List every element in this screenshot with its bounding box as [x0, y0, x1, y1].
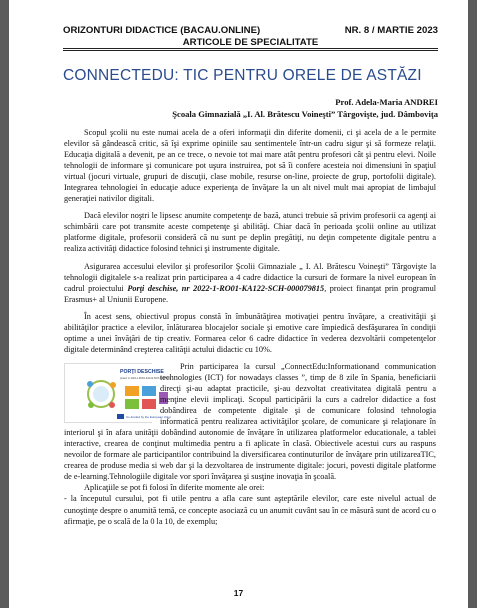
document-page [9, 0, 468, 608]
page-number: 17 [233, 588, 244, 598]
section-name: ARTICOLE DE SPECIALITATE [182, 37, 319, 48]
author-block [172, 96, 438, 120]
article-title: CONNECTEDU: TIC PENTRU ORELE DE ASTĂZI [63, 67, 422, 84]
paragraph: Dacă elevilor noştri le lipsesc anumite competenţe de bază, atunci trebuie să privim profesorii ca agenţi ai schimbării care pot transmite aceste competenţe şi abilităţi. Chiar dacă în perioada şcolii online au utilizat platforme digitale, profesorii consideră că nu sunt pe deplin pregătiţi, nu deţin competente digitale pentru a realiza activităţi didactice folosind tehnici şi instrumente digitale. [64, 211, 436, 254]
paragraph: Asigurarea accesului elevilor şi profesorilor Şcolii Gimnaziale „ I. Al. Brătescu Voineşti” Târgovişte la tehnologii digitalele s-a realizat prin participarea a 4 cadre didactice la cursuri de formare la nivel european în cadrul proiectului Porţi deschise, nr 2022-1-RO01-KA122-SCH-000079815, proiect finanţat prin programul Erasmus+ al Uniunii Europene. [64, 261, 437, 304]
paragraph: În acest sens, obiectivul propus constă în îmbunătăţirea motivaţiei pentru învăţare, a creativităţii şi abilităţilor practice a elevilor, înlăturarea blocajelor sociale şi emotive care împiedică desfăşurarea în condiţii optime a unei învăţări de tip creativ. Formarea celor 6 cadre didactice în vederea dezvoltării competenţelor digitale determinând creşterea calităţii actului didactic cu 10%. [64, 311, 436, 354]
paragraph: Aplicaţiile se pot fi folosi în diferite momente ale orei: [84, 483, 265, 493]
eu-funding-label: Co-funded by the European Union [126, 414, 171, 419]
figure-subtitle: proiect nr 2022-1-RO01-KA122-SCH-000079815 [120, 376, 171, 380]
author-name: Prof. Adela-Maria ANDREI [335, 97, 438, 107]
issue-number: NR. 8 / MARTIE 2023 [344, 25, 438, 36]
header-rule-double [63, 50, 438, 51]
figure-heading: PORŢI DESCHISE [120, 368, 164, 375]
paragraph: - la începutul cursului, pot fi utile pentru a afla care sunt aşteptările elevilor, care este nivelul actual de cunoştinţe despre o anumită temă, ce concepte asociază cu un anumit cuvânt sau în ce măsură sunt de acord cu o afirmaţie, pe o scală de la 0 la 10, de exemplu; [64, 494, 436, 526]
header-rule [63, 48, 438, 49]
author-school: Şcoala Gimnazială „I. Al. Brătescu Voineşti” Târgovişte, jud. Dâmboviţa [172, 109, 438, 119]
article-body [64, 127, 436, 527]
paragraph: PORŢI DESCHISE proiect nr 2022-1-RO01-KA122-SCH-000079815 Co-funded by the European Union Prin participarea la cursul „ConnectEdu:Informationand communication technologies (ICT) for nowadays classes ”, timp de 8 zile în Spania, beneficiarii direcţi şi-au adaptat practicile, şi-au dezvoltat creativitatea digitală pentru a menţine elevii implicaţi. Scopul participării la curs a cadrelor didactice a fost dobândirea de competente digitale şi de comunicare folosind tehnologia informatică pentru realizarea activităţilor şcolare, de comunicare şi relaţionare în interiorul şi în afara unităţii dobândind autonomie de învăţare în utilizarea platformelor educationale, a tablei interactive, crearea de conţinut multimedia pentru a fi aplicate în clasă. Obiectivele acestui curs au raspuns nevoilor de formare ale participantilor contribuind la diversificarea continuturilor de învăţare prin utilizareaTIC, crearea de produse media si web dar şi la dezvoltarea de instrumente digitale: jocuri, povesti digitale platforme de e-learning.Tehnologiile digitale vor spori învăţarea şi susţine inovaţia în şcoală. [64, 361, 436, 482]
paragraph: Scopul şcolii nu este numai acela de a oferi informaţii din diferite domenii, ci şi acela de a le permite elevilor să gândească critic, să îşi exprime opiniile sau sentimentele într-un cadru sigur şi să formeze relaţii. Educaţia digitală a devenit, pe an ce trece, o nevoie tot mai mare atât pentru profesori cât şi pentru elevi. Noile tehnologii de informare şi comunicare pot uşura instruirea, pot să îi confere acesteia noi dimensiuni în spaţiul virtual (jocuri virtuale, grupuri de discuţii, clase mobile, resurse on-line, proiecte de grup, portofolii digitale). Integrarea tehnologiei în educaţie aduce experienţa de învăţare la un alt nivel mult mai apropiat de limbajul generaţiei nativilor digitali. [64, 128, 436, 204]
journal-name: ORIZONTURI DIDACTICE (BACAU.ONLINE) [63, 25, 261, 36]
project-reference: Porţi deschise, nr 2022-1-RO01-KA122-SCH-000079815 [127, 283, 325, 293]
project-logo-graphic [85, 364, 171, 422]
project-logo-image [64, 363, 171, 423]
